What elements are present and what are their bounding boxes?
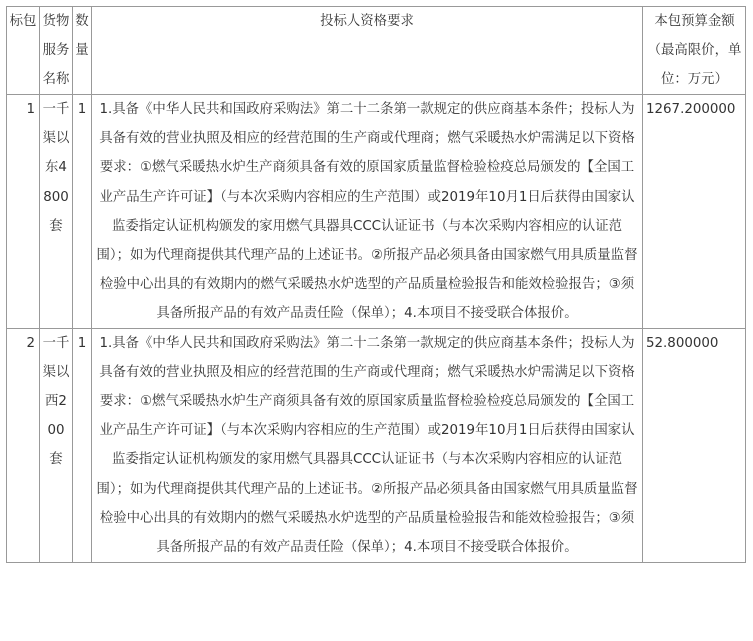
header-budget: 本包预算金额（最高限价，单位：万元） <box>643 7 746 95</box>
cell-requirements: 1.具备《中华人民共和国政府采购法》第二十二条第一款规定的供应商基本条件；投标人为具备有效的营业执照及相应的经营范围的生产商或代理商；燃气采暖热水炉需满足以下资格要求：①燃气采暖热水炉生产商须具备有效的原国家质量监督检验检疫总局颁发的【全国工业产品生产许可证】（与本次采购内容相应的生产范围）或2019年10月1日后获得由国家认监委指定认证机构颁发的家用燃气具器具CCC认证证书（与本次采购内容相应的认证范围）；如为代理商提供其代理产品的上述证书。②所报产品必须具备由国家燃气用具质量监督检验中心出具的有效期内的燃气采暖热水炉选型的产品质量检验报告和能效检验报告；③须具备所报产品的有效产品责任险（保单）；4.本项目不接受联合体报价。 <box>92 95 643 329</box>
cell-quantity: 1 <box>73 329 92 563</box>
cell-quantity: 1 <box>73 95 92 329</box>
header-package: 标包 <box>7 7 40 95</box>
table-row <box>7 95 746 329</box>
header-row <box>7 7 746 95</box>
cell-budget: 52.800000 <box>643 329 746 563</box>
cell-requirements: 1.具备《中华人民共和国政府采购法》第二十二条第一款规定的供应商基本条件；投标人为具备有效的营业执照及相应的经营范围的生产商或代理商；燃气采暖热水炉需满足以下资格要求：①燃气采暖热水炉生产商须具备有效的原国家质量监督检验检疫总局颁发的【全国工业产品生产许可证】（与本次采购内容相应的生产范围）或2019年10月1日后获得由国家认监委指定认证机构颁发的家用燃气具器具CCC认证证书（与本次采购内容相应的认证范围）；如为代理商提供其代理产品的上述证书。②所报产品必须具备由国家燃气用具质量监督检验中心出具的有效期内的燃气采暖热水炉选型的产品质量检验报告和能效检验报告；③须具备所报产品的有效产品责任险（保单）；4.本项目不接受联合体报价。 <box>92 329 643 563</box>
cell-goods-name: 一千渠以西200套 <box>40 329 73 563</box>
procurement-table <box>6 6 746 563</box>
cell-package: 1 <box>7 95 40 329</box>
table-row <box>7 329 746 563</box>
header-goods-name: 货物服务名称 <box>40 7 73 95</box>
header-requirements: 投标人资格要求 <box>92 7 643 95</box>
header-quantity: 数量 <box>73 7 92 95</box>
cell-goods-name: 一千渠以东4800套 <box>40 95 73 329</box>
cell-budget: 1267.200000 <box>643 95 746 329</box>
procurement-table-container <box>6 6 746 563</box>
cell-package: 2 <box>7 329 40 563</box>
